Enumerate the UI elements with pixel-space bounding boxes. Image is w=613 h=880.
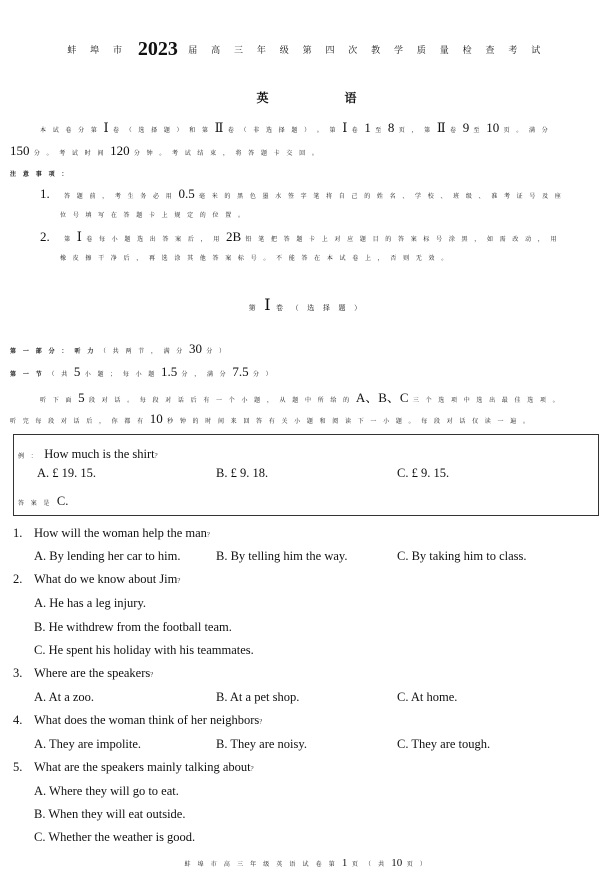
- question-5: [13, 760, 259, 775]
- intro-num: 150: [10, 143, 30, 158]
- note-num: 2B: [226, 229, 242, 244]
- intro-line-2: [10, 143, 320, 159]
- intro-line-1: [40, 120, 550, 136]
- footer-total: 10: [391, 857, 403, 869]
- directions-line-2: [10, 411, 531, 427]
- intro-text: 至: [473, 127, 482, 134]
- section-1-heading: [10, 364, 274, 380]
- question-text: What are the speakers mainly talking about: [34, 760, 251, 774]
- q1-option-a: A. By lending her car to him.: [34, 549, 181, 563]
- footer-text: 页 ）: [406, 861, 429, 868]
- q2-option-b: B. He withdrew from the football team.: [34, 620, 232, 634]
- question-mark: ？: [259, 720, 268, 726]
- directions-line-1: [40, 387, 561, 406]
- note-2-line-2: 橡 皮 擦 干 净 后 ， 再 选 涂 其 他 答 案 标 号 。 不 能 答 在 本 试 卷 上 ， 否 则 无 效 。: [60, 255, 450, 262]
- dir-text: 秒 钟 的 时 间 来 回 答 有 关 小 题 和 阅 读 下 一 小 题 。 每 段 对 话 仅 读 一 遍 。: [167, 418, 532, 425]
- sec-text: 小 题 ； 每 小 题: [84, 371, 157, 378]
- intro-text: 分 。 考 试 时 间: [33, 150, 106, 157]
- part-num: 30: [189, 341, 203, 356]
- part-text: （ 共 两 节 ， 满 分: [100, 348, 185, 355]
- question-number: 3.: [13, 666, 23, 680]
- q4-option-b: B. They are noisy.: [216, 737, 307, 751]
- question-number: 1.: [13, 526, 23, 540]
- intro-text: 卷: [351, 127, 361, 134]
- intro-text: 卷 （ 非 选 择 题 ） 。 第: [227, 127, 338, 134]
- q5-option-c: C. Whether the weather is good.: [34, 830, 196, 844]
- intro-text: 卷: [450, 127, 459, 134]
- note-2-line-1: [40, 229, 559, 245]
- q5-option-b: B. When they will eat outside.: [34, 807, 186, 821]
- note-text: 答 题 前 ， 考 生 务 必 用: [64, 193, 175, 200]
- note-text: 卷 每 小 题 选 出 答 案 后 ， 用: [86, 236, 222, 243]
- question-text: What does the woman think of her neighbors: [34, 713, 260, 727]
- part-text: 分 ）: [206, 348, 228, 355]
- question-mark: ？: [177, 579, 186, 585]
- question-1: [13, 526, 215, 541]
- q3-option-c: C. At home.: [397, 690, 458, 704]
- section-text: 卷 （ 选 择 题 ）: [276, 304, 365, 312]
- intro-text: 页 。 满 分: [503, 127, 551, 134]
- sec-title: 第 一 节: [10, 371, 45, 378]
- sec-text: 分 ）: [252, 371, 275, 378]
- question-mark: ？: [250, 767, 259, 773]
- footer-text: 蚌 埠 市 高 三 年 级 英 语 试 卷 第: [184, 861, 338, 868]
- question-text: What do we know about Jim: [34, 572, 178, 586]
- dir-num: 5: [78, 390, 85, 405]
- title-year: 2023: [137, 38, 178, 60]
- intro-text: 分 钟 。 考 试 结 束 ， 将 答 题 卡 交 回 。: [133, 150, 321, 157]
- question-mark: ？: [206, 533, 216, 539]
- question-3: [13, 666, 159, 681]
- q3-option-b: B. At a pet shop.: [216, 690, 300, 704]
- dir-text: 听 完 每 段 对 话 后 ， 你 都 有: [10, 418, 146, 425]
- intro-num: Ⅰ: [103, 120, 109, 135]
- question-number: 4.: [13, 713, 23, 727]
- intro-text: 至: [375, 127, 384, 134]
- part-1-heading: [10, 341, 227, 357]
- intro-text: 卷 （ 选 择 题 ） 和 第: [113, 127, 211, 134]
- example-answer-value: C.: [56, 494, 69, 508]
- note-text: 毫 米 的 黑 色 墨 水 签 字 笔 将 自 己 的 姓 名 、 学 校 、 班 级 、 准 考 证 号 及 座: [199, 193, 564, 200]
- note-num: 0.5: [178, 186, 195, 201]
- footer-text: 页 （ 共: [351, 861, 387, 868]
- q3-option-a: A. At a zoo.: [34, 690, 95, 704]
- title-rest: 届 高 三 年 级 第 四 次 教 学 质 量 检 查 考 试: [188, 46, 546, 56]
- intro-num: 10: [486, 120, 500, 135]
- note-1-line-1: [40, 186, 563, 202]
- example-answer: [18, 490, 68, 509]
- question-2: [13, 572, 186, 587]
- dir-text: 听 下 面: [40, 397, 74, 404]
- sec-num: 7.5: [232, 364, 249, 379]
- title-city: 蚌 埠 市: [67, 46, 128, 56]
- sec-num: 1.5: [160, 364, 178, 379]
- example-answer-label: 答 案 是: [18, 500, 52, 507]
- dir-num: 10: [149, 411, 163, 426]
- question-4: [13, 713, 268, 728]
- q2-option-a: A. He has a leg injury.: [34, 596, 147, 610]
- intro-num: Ⅱ: [214, 120, 224, 135]
- intro-num: 1: [364, 120, 371, 135]
- sec-num: 5: [73, 364, 81, 379]
- sec-text: 分 ， 满 分: [181, 371, 229, 378]
- note-number: 1.: [40, 186, 50, 201]
- intro-num: 9: [462, 120, 470, 135]
- dir-num: A、B、C: [355, 390, 409, 405]
- question-number: 2.: [13, 572, 23, 586]
- footer-page: 1: [341, 857, 348, 869]
- sec-text: （ 共: [48, 371, 70, 378]
- example-label: 例 ：: [18, 453, 40, 460]
- note-text: 铅 笔 把 答 题 卡 上 对 应 题 目 的 答 案 标 号 涂 黑 ， 如 需 改 动 ， 用: [245, 236, 559, 243]
- q5-option-a: A. Where they will go to eat.: [34, 784, 179, 798]
- example-option-b: B. £ 9. 18.: [216, 466, 269, 480]
- note-num: Ⅰ: [76, 229, 82, 244]
- question-text: How will the woman help the man: [34, 526, 207, 540]
- example-question-text: How much is the shirt: [44, 447, 155, 461]
- example-option-a: A. £ 19. 15.: [37, 466, 97, 480]
- intro-text: 页 ， 第: [398, 127, 433, 134]
- note-text: 第: [64, 236, 73, 243]
- example-question: [18, 443, 163, 462]
- question-number: 5.: [13, 760, 23, 774]
- intro-text: 本 试 卷 分 第: [40, 127, 100, 134]
- subject-title: [0, 89, 613, 106]
- dir-text: 三 个 选 项 中 选 出 最 佳 选 项 。: [412, 397, 562, 404]
- q4-option-a: A. They are impolite.: [34, 737, 142, 751]
- section-roman: Ⅰ: [264, 297, 271, 314]
- part-title: 第 一 部 分 ： 听 力: [10, 348, 96, 355]
- q2-option-c: C. He spent his holiday with his teammates.: [34, 643, 254, 657]
- section-text: 第: [248, 304, 259, 312]
- example-option-c: C. £ 9. 15.: [397, 466, 450, 480]
- exam-title: [0, 38, 613, 61]
- question-text: Where are the speakers: [34, 666, 151, 680]
- note-number: 2.: [40, 229, 50, 244]
- section-title: [0, 295, 613, 315]
- subject-char-2: 语: [344, 91, 357, 105]
- notes-heading: 注 意 事 项 ：: [10, 171, 70, 178]
- subject-char-1: 英: [256, 91, 269, 105]
- q1-option-b: B. By telling him the way.: [216, 549, 348, 563]
- intro-num: 120: [110, 143, 130, 158]
- note-1-line-2: 位 号 填 写 在 答 题 卡 上 规 定 的 位 置 。: [60, 212, 247, 219]
- page-footer: [0, 857, 613, 869]
- intro-num: Ⅱ: [436, 120, 446, 135]
- example-qmark: ？: [154, 453, 164, 460]
- intro-num: Ⅰ: [342, 120, 348, 135]
- dir-text: 段 对 话 。 每 段 对 话 后 有 一 个 小 题 ， 从 题 中 所 给 的: [88, 397, 352, 404]
- intro-num: 8: [387, 120, 395, 135]
- question-mark: ？: [150, 673, 159, 679]
- q1-option-c: C. By taking him to class.: [397, 549, 527, 563]
- q4-option-c: C. They are tough.: [397, 737, 491, 751]
